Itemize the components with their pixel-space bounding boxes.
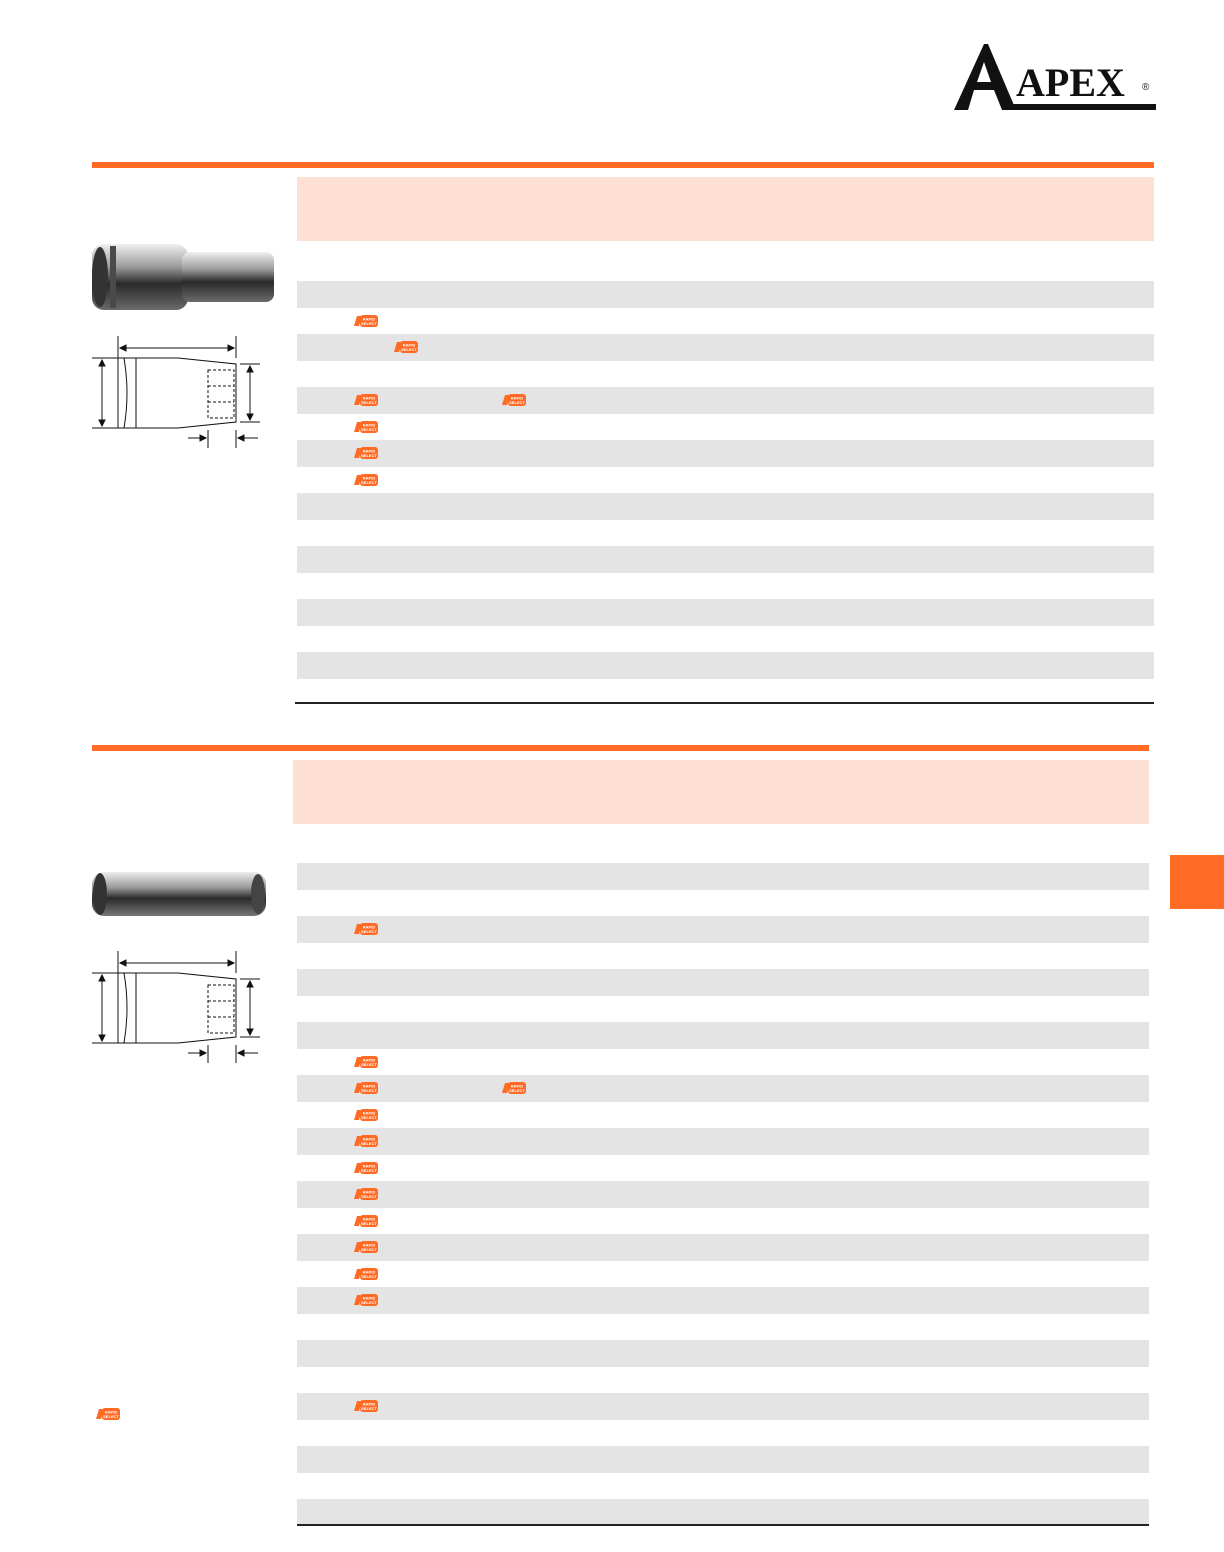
rapid-select-legend-icon — [94, 1406, 122, 1422]
rapid-select-icon — [353, 1266, 379, 1282]
table-row — [297, 1367, 1149, 1394]
svg-text:SELECT: SELECT — [361, 1088, 377, 1093]
table-row — [297, 890, 1149, 917]
table-row — [297, 1049, 1149, 1076]
apex-logo — [950, 40, 1160, 118]
rapid-select-icon — [353, 392, 379, 408]
table-row — [297, 599, 1154, 626]
rapid-select-icon — [353, 313, 379, 329]
socket-table-lower — [297, 863, 1149, 1552]
table-row — [297, 626, 1154, 653]
table-header-band-upper — [297, 177, 1154, 241]
rapid-select-icon — [353, 921, 379, 937]
table-row — [297, 467, 1154, 494]
rapid-select-icon — [353, 1080, 379, 1096]
svg-text:RAPID: RAPID — [363, 1084, 376, 1089]
svg-text:SELECT: SELECT — [361, 321, 377, 326]
table-row — [297, 1340, 1149, 1367]
section-tab[interactable] — [1170, 855, 1224, 909]
svg-text:SELECT: SELECT — [361, 1300, 377, 1305]
svg-text:SELECT: SELECT — [361, 1406, 377, 1411]
svg-text:SELECT: SELECT — [361, 480, 377, 485]
svg-text:RAPID: RAPID — [363, 1269, 376, 1274]
table-row — [297, 1526, 1149, 1552]
table-row — [297, 440, 1154, 467]
svg-text:RAPID: RAPID — [363, 1296, 376, 1301]
rapid-select-icon — [353, 472, 379, 488]
rapid-select-icon — [393, 339, 419, 355]
svg-text:RAPID: RAPID — [511, 1084, 524, 1089]
svg-text:SELECT: SELECT — [361, 453, 377, 458]
section-rule-lower — [92, 745, 1149, 751]
svg-text:SELECT: SELECT — [361, 400, 377, 405]
table-bottom-rule-lower — [297, 1524, 1149, 1526]
table-row — [297, 969, 1149, 996]
table-row — [297, 1022, 1149, 1049]
table-row — [297, 1155, 1149, 1182]
rapid-select-icon — [353, 1160, 379, 1176]
svg-text:RAPID: RAPID — [363, 422, 376, 427]
table-row — [297, 1075, 1149, 1102]
table-row — [297, 943, 1149, 970]
rapid-select-icon — [353, 1239, 379, 1255]
socket-dimension-diagram-lower — [90, 945, 265, 1075]
table-row — [297, 1287, 1149, 1314]
table-row — [297, 387, 1154, 414]
table-row — [297, 308, 1154, 335]
svg-text:SELECT: SELECT — [361, 1062, 377, 1067]
svg-text:SELECT: SELECT — [361, 427, 377, 432]
svg-text:RAPID: RAPID — [363, 449, 376, 454]
svg-text:RAPID: RAPID — [363, 1163, 376, 1168]
svg-text:RAPID: RAPID — [403, 343, 416, 348]
rapid-select-icon — [501, 1080, 527, 1096]
rapid-select-icon — [353, 1186, 379, 1202]
table-row — [297, 916, 1149, 943]
svg-text:SELECT: SELECT — [361, 1194, 377, 1199]
table-row — [297, 996, 1149, 1023]
svg-text:RAPID: RAPID — [105, 1410, 118, 1415]
table-row — [297, 1234, 1149, 1261]
svg-text:SELECT: SELECT — [361, 1168, 377, 1173]
table-row — [297, 1314, 1149, 1341]
svg-text:SELECT: SELECT — [509, 1088, 525, 1093]
svg-text:RAPID: RAPID — [363, 475, 376, 480]
socket-table-upper — [297, 281, 1154, 705]
rapid-select-icon — [501, 392, 527, 408]
table-row — [297, 520, 1154, 547]
logo-text: APEX — [1016, 60, 1125, 105]
table-row — [297, 1181, 1149, 1208]
svg-text:®: ® — [1142, 82, 1150, 93]
svg-text:SELECT: SELECT — [361, 1221, 377, 1226]
svg-text:RAPID: RAPID — [363, 1057, 376, 1062]
table-row — [297, 281, 1154, 308]
svg-text:SELECT: SELECT — [361, 929, 377, 934]
svg-text:RAPID: RAPID — [363, 396, 376, 401]
svg-text:RAPID: RAPID — [363, 1243, 376, 1248]
table-row — [297, 573, 1154, 600]
socket-dimension-diagram-upper — [90, 330, 265, 460]
svg-text:SELECT: SELECT — [361, 1115, 377, 1120]
svg-text:SELECT: SELECT — [361, 1141, 377, 1146]
table-bottom-rule-upper — [295, 702, 1154, 704]
table-row — [297, 334, 1154, 361]
table-row — [297, 863, 1149, 890]
section-rule-upper — [92, 162, 1154, 168]
svg-text:SELECT: SELECT — [361, 1274, 377, 1279]
rapid-select-icon — [353, 1133, 379, 1149]
rapid-select-icon — [353, 419, 379, 435]
svg-text:RAPID: RAPID — [363, 925, 376, 930]
rapid-select-icon — [353, 1054, 379, 1070]
table-row — [297, 1499, 1149, 1526]
svg-text:SELECT: SELECT — [509, 400, 525, 405]
table-row — [297, 1128, 1149, 1155]
svg-text:RAPID: RAPID — [363, 1402, 376, 1407]
svg-text:RAPID: RAPID — [511, 396, 524, 401]
table-row — [297, 1420, 1149, 1447]
svg-text:RAPID: RAPID — [363, 1137, 376, 1142]
deep-socket-photo-upper — [86, 240, 276, 321]
rapid-select-icon — [353, 1213, 379, 1229]
rapid-select-icon — [353, 1292, 379, 1308]
table-row — [297, 1102, 1149, 1129]
table-row — [297, 493, 1154, 520]
svg-text:RAPID: RAPID — [363, 1216, 376, 1221]
table-row — [297, 546, 1154, 573]
rapid-select-icon — [353, 1107, 379, 1123]
rapid-select-icon — [353, 1398, 379, 1414]
svg-text:SELECT: SELECT — [103, 1414, 119, 1419]
table-row — [297, 652, 1154, 679]
svg-text:RAPID: RAPID — [363, 1110, 376, 1115]
table-row — [297, 1261, 1149, 1288]
rapid-select-icon — [353, 445, 379, 461]
table-row — [297, 1393, 1149, 1420]
table-row — [297, 1446, 1149, 1473]
svg-text:SELECT: SELECT — [401, 347, 417, 352]
table-row — [297, 1208, 1149, 1235]
svg-text:SELECT: SELECT — [361, 1247, 377, 1252]
table-row — [297, 414, 1154, 441]
svg-text:RAPID: RAPID — [363, 1190, 376, 1195]
svg-text:RAPID: RAPID — [363, 316, 376, 321]
deep-socket-photo-lower — [86, 868, 271, 925]
table-row — [297, 1473, 1149, 1500]
table-row — [297, 361, 1154, 388]
table-header-band-lower — [293, 760, 1149, 824]
